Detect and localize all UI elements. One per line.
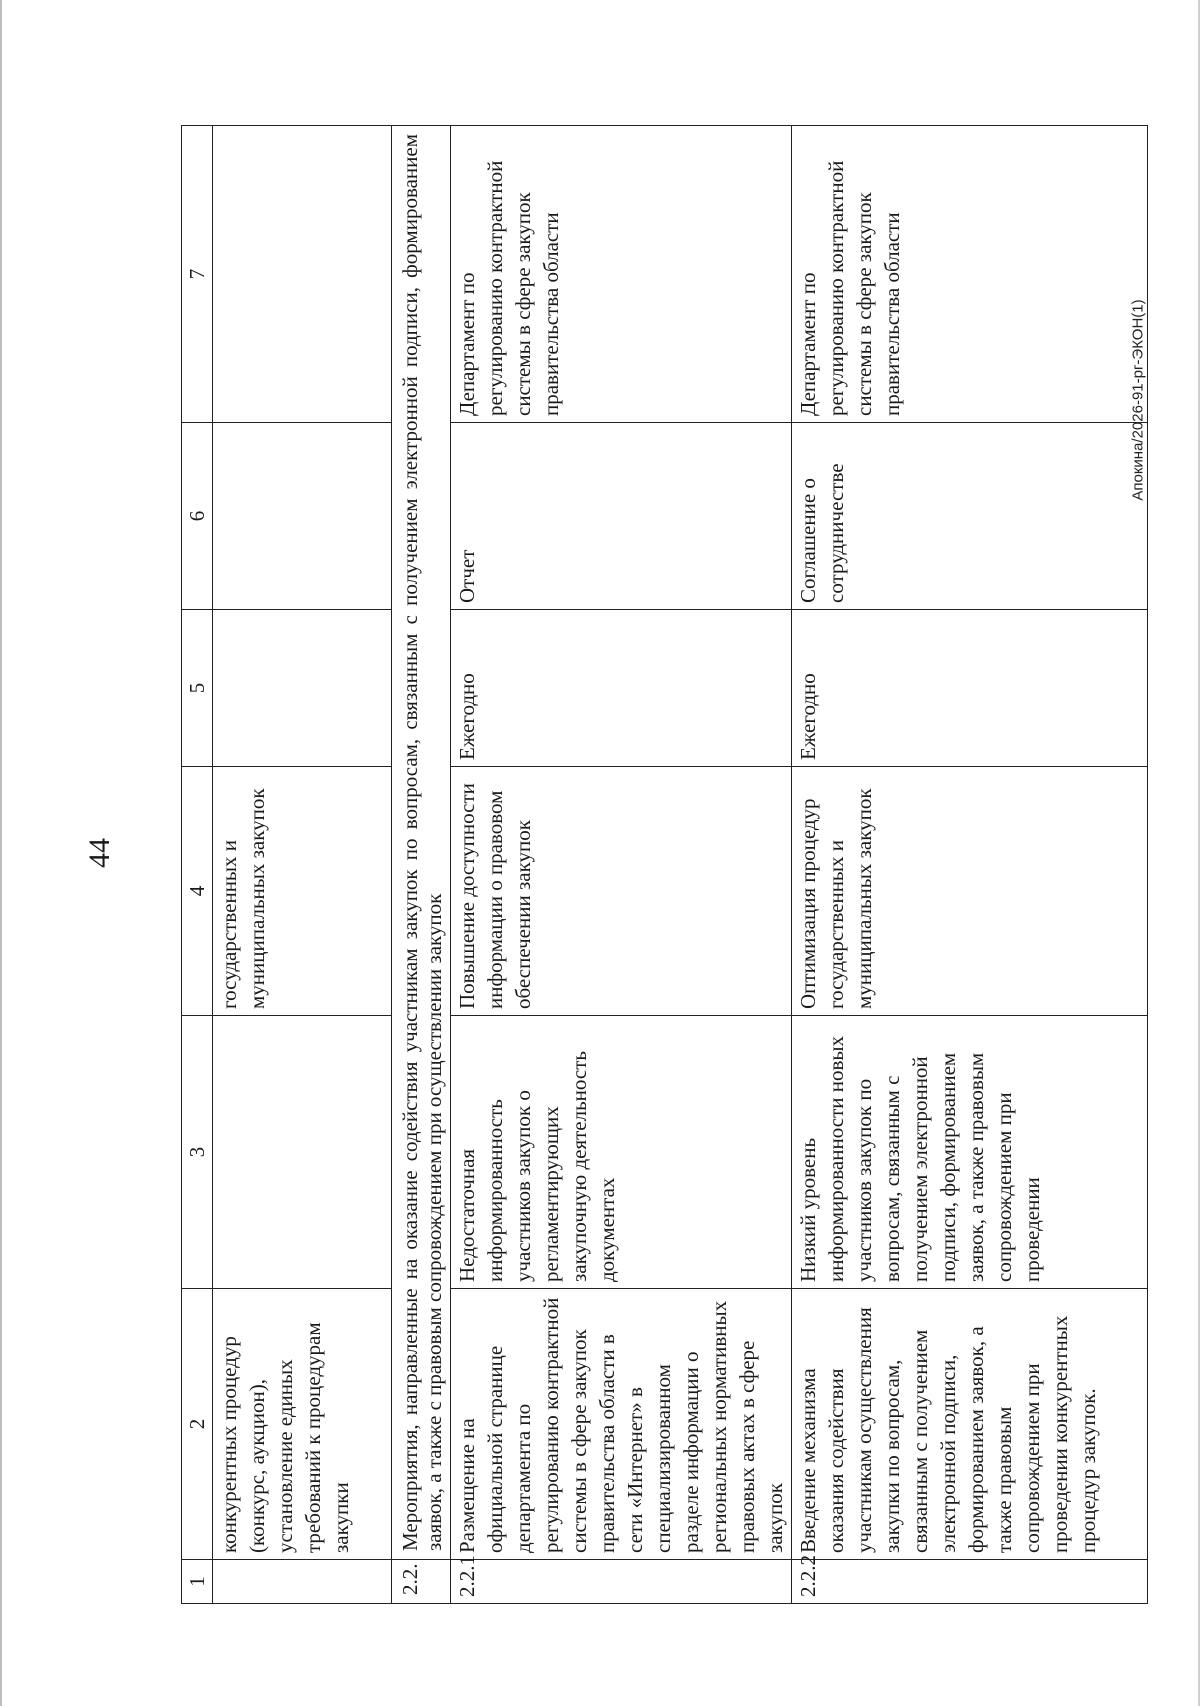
cell-responsible: Департамент по регулированию контрактной системы в сфере закупок правительства области xyxy=(451,126,792,423)
table-row xyxy=(451,126,792,1604)
header-cell: 6 xyxy=(182,423,213,610)
cell-problem: Низкий уровень информированности новых участников закупок по вопросам, связанным с получением электронной подписи, формированием заявок, а также правовым сопровождением при проведении xyxy=(792,1016,1148,1289)
cell-problem: Недостаточная информированность участников закупок о регламентирующих закупочную деятельность документах xyxy=(451,1016,792,1289)
cell-problem xyxy=(213,1016,392,1289)
cell-number: 2.2.2 xyxy=(792,1560,1148,1604)
footer-document-code: Апокина/2026-91-рг-ЭКОН(1) xyxy=(1129,299,1147,501)
section-title: Мероприятия, направленные на оказание содействия участникам закупок по вопросам, связанным с получением электронной подписи, формированием заявок, а также с правовым сопровождением при осуществлении закупок xyxy=(392,126,451,1560)
cell-responsible: Департамент по регулированию контрактной системы в сфере закупок правительства области xyxy=(792,126,1148,423)
cell-measure: Введение механизма оказания содействия участникам осуществления закупки по вопросам, связанным с получением электронной подписи, формированием заявок, а также правовым сопровождением при проведении конкурентных процедур закупок. xyxy=(792,1289,1148,1560)
cell-measure: Размещение на официальной странице департамента по регулированию контрактной системы в сфере закупок правительства области в сети «Интернет» в специализированном разделе информации о региональных нормативных правовых актах в сфере закупок xyxy=(451,1289,792,1560)
header-cell: 7 xyxy=(182,126,213,423)
rotated-table-frame xyxy=(181,126,1138,1604)
cell-measure: конкурентных процедур (конкурс, аукцион), установление единых требований к процедурам закупки xyxy=(213,1289,392,1560)
cell-number xyxy=(213,1560,392,1604)
page-edge-left xyxy=(0,0,2,1706)
cell-deadline xyxy=(213,610,392,767)
table-row-continuation xyxy=(213,126,392,1604)
cell-deadline: Ежегодно xyxy=(792,610,1148,767)
table-header-row xyxy=(182,126,213,1604)
cell-document xyxy=(213,423,392,610)
cell-result: государственных и муниципальных закупок xyxy=(213,767,392,1016)
cell-document: Соглашение о сотрудничестве xyxy=(792,423,1148,610)
measures-table xyxy=(181,125,1148,1604)
header-cell: 3 xyxy=(182,1016,213,1289)
header-cell: 5 xyxy=(182,610,213,767)
cell-result: Оптимизация процедур государственных и муниципальных закупок xyxy=(792,767,1148,1016)
cell-responsible xyxy=(213,126,392,423)
header-cell: 2 xyxy=(182,1289,213,1560)
table-row xyxy=(792,126,1148,1604)
cell-number: 2.2.1 xyxy=(451,1560,792,1604)
cell-document: Отчет xyxy=(451,423,792,610)
cell-result: Повышение доступности информации о правовом обеспечении закупок xyxy=(451,767,792,1016)
cell-deadline: Ежегодно xyxy=(451,610,792,767)
header-cell: 1 xyxy=(182,1560,213,1604)
header-cell: 4 xyxy=(182,767,213,1016)
page-number: 44 xyxy=(83,838,116,868)
section-row xyxy=(392,126,451,1604)
section-number: 2.2. xyxy=(392,1560,451,1604)
